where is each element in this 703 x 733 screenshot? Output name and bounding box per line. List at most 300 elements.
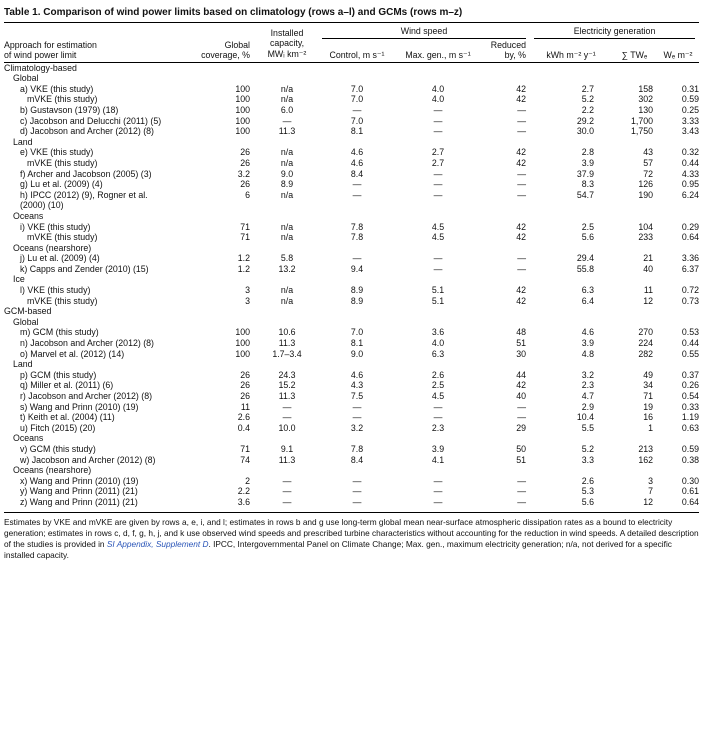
approach-cell: o) Marvel et al. (2012) (14) xyxy=(20,348,125,359)
we-cell: 0.29 xyxy=(681,221,700,232)
wind-power-table xyxy=(4,23,699,508)
installed-cell: 24.3 xyxy=(278,369,296,380)
group-row xyxy=(4,211,699,222)
kwh-cell: 5.6 xyxy=(581,496,594,507)
tw-cell: 49 xyxy=(643,369,653,380)
table-container xyxy=(4,6,699,561)
kwh-cell: 5.6 xyxy=(581,232,594,243)
table-row xyxy=(4,349,699,360)
table-row xyxy=(4,497,699,508)
control-cell: 7.8 xyxy=(350,221,364,232)
reduced-cell: — xyxy=(517,496,526,507)
control-cell: — xyxy=(352,475,362,486)
we-cell: 0.55 xyxy=(681,348,700,359)
control-cell: 8.4 xyxy=(350,168,364,179)
reduced-cell: 42 xyxy=(516,221,526,232)
maxgen-cell: — xyxy=(433,168,443,179)
tw-cell: 130 xyxy=(638,104,653,115)
approach-cell: u) Fitch (2015) (20) xyxy=(20,422,96,433)
tw-cell: 16 xyxy=(643,412,653,423)
reduced-cell: — xyxy=(517,115,526,126)
tw-cell: 162 xyxy=(638,454,653,465)
kwh-cell: 3.9 xyxy=(581,157,594,168)
table-row xyxy=(4,412,699,423)
group-label: Global xyxy=(13,316,39,327)
reduced-cell: 48 xyxy=(516,327,526,338)
kwh-cell: 55.8 xyxy=(576,263,594,274)
table-row xyxy=(4,296,699,307)
maxgen-cell: 5.1 xyxy=(431,285,445,296)
control-cell: 3.2 xyxy=(350,422,364,433)
coverage-cell: 0.4 xyxy=(237,422,250,433)
approach-cell: mVKE (this study) xyxy=(27,295,98,306)
coverage-header-1: Global xyxy=(224,39,250,50)
coverage-cell: 26 xyxy=(240,380,250,391)
tw-cell: 12 xyxy=(643,496,653,507)
maxgen-cell: 2.3 xyxy=(431,422,445,433)
reduced-cell: 42 xyxy=(516,147,526,158)
coverage-cell: 100 xyxy=(235,327,250,338)
kwh-cell: 3.2 xyxy=(581,369,594,380)
table-row xyxy=(4,126,699,137)
coverage-cell: 3 xyxy=(245,285,250,296)
kwh-cell: 2.5 xyxy=(581,221,594,232)
maxgen-cell: 3.6 xyxy=(431,327,445,338)
table-row xyxy=(4,380,699,391)
reduced-cell: — xyxy=(517,475,526,486)
table-row xyxy=(4,232,699,243)
we-cell: 0.33 xyxy=(681,401,700,412)
kwh-cell: 6.4 xyxy=(581,295,594,306)
kwh-cell: 5.5 xyxy=(581,422,594,433)
approach-cell: t) Keith et al. (2004) (11) xyxy=(20,412,115,423)
reduced-cell: 42 xyxy=(516,285,526,296)
approach-cell: k) Capps and Zender (2010) (15) xyxy=(20,263,149,274)
kwh-cell: 37.9 xyxy=(576,168,594,179)
control-cell: 4.6 xyxy=(350,157,364,168)
kwh-cell: 8.3 xyxy=(581,179,594,190)
reduced-cell: — xyxy=(517,168,526,179)
approach-cell: s) Wang and Prinn (2010) (19) xyxy=(20,401,139,412)
maxgen-cell: — xyxy=(433,253,443,264)
tw-cell: 104 xyxy=(638,221,653,232)
table-row xyxy=(4,222,699,233)
coverage-cell: 100 xyxy=(235,338,250,349)
maxgen-cell: 4.5 xyxy=(431,221,445,232)
maxgen-cell: 4.5 xyxy=(431,232,445,243)
group-label: Oceans xyxy=(13,433,44,444)
group-row xyxy=(4,433,699,444)
maxgen-cell: 6.3 xyxy=(431,348,445,359)
tw-cell: 1,750 xyxy=(630,126,653,137)
tw-cell: 224 xyxy=(638,338,653,349)
approach-header-2: of wind power limit xyxy=(4,49,77,60)
maxgen-cell: 2.7 xyxy=(431,157,445,168)
control-cell: 8.1 xyxy=(350,126,364,137)
maxgen-cell: — xyxy=(433,496,443,507)
approach-cell: d) Jacobson and Archer (2012) (8) xyxy=(20,126,154,137)
group-row xyxy=(4,73,699,84)
approach-cell: e) VKE (this study) xyxy=(20,147,94,158)
installed-cell: n/a xyxy=(280,295,294,306)
installed-cell: 5.8 xyxy=(280,253,294,264)
we-cell: 0.72 xyxy=(681,285,700,296)
approach-cell: g) Lu et al. (2009) (4) xyxy=(20,179,103,190)
table-row xyxy=(4,84,699,95)
coverage-cell: 1.2 xyxy=(237,263,250,274)
maxgen-cell: 4.5 xyxy=(431,391,445,401)
kwh-cell: 2.9 xyxy=(581,401,594,412)
we-cell: 0.61 xyxy=(681,486,700,497)
control-cell: — xyxy=(352,401,362,412)
tw-cell: 282 xyxy=(638,348,653,359)
we-cell: 0.73 xyxy=(681,295,700,306)
coverage-cell: 100 xyxy=(235,104,250,115)
maxgen-cell: 2.5 xyxy=(431,380,445,391)
coverage-cell: 2 xyxy=(245,475,250,486)
group-row xyxy=(4,465,699,476)
reduced-cell: — xyxy=(517,104,526,115)
group-label: Global xyxy=(13,73,39,84)
maxgen-cell: 2.7 xyxy=(431,147,445,158)
kwh-cell: 2.8 xyxy=(581,147,594,158)
table-row xyxy=(4,190,699,211)
kwh-cell: 5.3 xyxy=(581,486,594,497)
table-row xyxy=(4,253,699,264)
tw-cell: 1,700 xyxy=(630,115,653,126)
kwh-cell: 3.3 xyxy=(581,454,594,465)
table-row xyxy=(4,147,699,158)
table-row xyxy=(4,338,699,349)
reduced-cell: 44 xyxy=(516,369,526,380)
installed-cell: n/a xyxy=(280,157,294,168)
group-row xyxy=(4,317,699,328)
installed-cell: 11.3 xyxy=(278,338,296,349)
installed-cell: 15.2 xyxy=(278,380,296,391)
maxgen-header: Max. gen., m s⁻¹ xyxy=(405,49,471,60)
group-row xyxy=(4,243,699,254)
tw-cell: 3 xyxy=(648,475,653,486)
maxgen-cell: 3.9 xyxy=(431,443,445,454)
approach-cell: m) GCM (this study) xyxy=(20,327,99,338)
kwh-cell: 10.4 xyxy=(576,412,594,423)
header-group-row xyxy=(4,23,699,40)
installed-cell: — xyxy=(282,412,292,423)
table-row xyxy=(4,476,699,487)
we-cell: 0.59 xyxy=(681,443,700,454)
installed-cell: — xyxy=(282,475,292,486)
table-row xyxy=(4,285,699,296)
maxgen-cell: — xyxy=(433,401,443,412)
reduced-cell: 51 xyxy=(516,454,526,465)
approach-cell: a) VKE (this study) xyxy=(20,83,94,94)
reduced-cell: 42 xyxy=(516,157,526,168)
control-cell: 9.4 xyxy=(350,263,364,274)
approach-cell: w) Jacobson and Archer (2012) (8) xyxy=(20,454,156,465)
coverage-cell: 26 xyxy=(240,147,250,158)
installed-cell: 8.9 xyxy=(280,179,294,190)
reduced-cell: — xyxy=(517,189,526,200)
reduced-cell: 50 xyxy=(516,443,526,454)
installed-cell: — xyxy=(282,115,292,126)
footnote-text-after: . IPCC, Intergovernmental Panel on Climate Change; Max. gen., maximum electricity generation; n/a, not derived for a specific installed capacity. xyxy=(4,538,672,560)
reduced-cell: — xyxy=(517,126,526,137)
kwh-cell: 5.2 xyxy=(581,94,594,105)
control-cell: — xyxy=(352,496,362,507)
table-row xyxy=(4,455,699,466)
we-cell: 0.25 xyxy=(681,104,700,115)
maxgen-cell: 4.0 xyxy=(431,94,445,105)
control-cell: — xyxy=(352,104,362,115)
tw-cell: 302 xyxy=(638,94,653,105)
installed-cell: n/a xyxy=(280,221,294,232)
maxgen-cell: 4.0 xyxy=(431,338,445,349)
coverage-cell: 3 xyxy=(245,295,250,306)
tw-cell: 21 xyxy=(643,253,653,264)
reduced-cell: — xyxy=(517,486,526,497)
we-cell: 0.64 xyxy=(681,496,700,507)
approach-cell: r) Jacobson and Archer (2012) (8) xyxy=(20,391,153,401)
control-cell: 8.9 xyxy=(350,285,364,296)
coverage-cell: 3.6 xyxy=(237,496,250,507)
section-row xyxy=(4,306,699,317)
kwh-cell: 4.8 xyxy=(581,348,594,359)
coverage-cell: 26 xyxy=(240,157,250,168)
maxgen-cell: — xyxy=(433,115,443,126)
kwh-cell: 5.2 xyxy=(581,443,594,454)
installed-cell: n/a xyxy=(280,94,294,105)
installed-cell: n/a xyxy=(280,285,294,296)
control-cell: 7.0 xyxy=(350,115,364,126)
approach-cell: x) Wang and Prinn (2010) (19) xyxy=(20,475,139,486)
table-row xyxy=(4,402,699,413)
control-cell: 4.3 xyxy=(350,380,364,391)
coverage-cell: 6 xyxy=(245,189,250,200)
kwh-cell: 30.0 xyxy=(576,126,594,137)
header-row xyxy=(4,40,699,63)
coverage-cell: 2.2 xyxy=(237,486,250,497)
reduced-cell: — xyxy=(517,401,526,412)
we-cell: 0.44 xyxy=(681,157,700,168)
approach-header-1: Approach for estimation xyxy=(4,39,97,50)
control-cell: — xyxy=(352,189,362,200)
kwh-cell: 2.6 xyxy=(581,475,594,486)
maxgen-cell: — xyxy=(433,412,443,423)
installed-cell: 9.1 xyxy=(280,443,294,454)
tw-cell: 270 xyxy=(638,327,653,338)
we-cell: 0.30 xyxy=(681,475,700,486)
maxgen-cell: — xyxy=(433,179,443,190)
installed-header-2: capacity, xyxy=(269,38,305,49)
reduced-cell: — xyxy=(517,412,526,423)
kwh-cell: 29.4 xyxy=(576,253,594,264)
installed-cell: 11.3 xyxy=(278,126,296,137)
we-cell: 0.38 xyxy=(681,454,700,465)
group-row xyxy=(4,274,699,285)
we-cell: 0.95 xyxy=(681,179,700,190)
reduced-cell: 29 xyxy=(516,422,526,433)
reduced-cell: 30 xyxy=(516,348,526,359)
control-cell: 7.0 xyxy=(350,83,364,94)
control-cell: 7.8 xyxy=(350,443,364,454)
installed-cell: — xyxy=(282,401,292,412)
installed-cell: — xyxy=(282,496,292,507)
maxgen-cell: 2.6 xyxy=(431,369,445,380)
wind-speed-group-header: Wind speed xyxy=(322,26,526,39)
table-label: Table 1. xyxy=(4,7,41,18)
installed-cell: 1.7–3.4 xyxy=(272,348,302,359)
table-row xyxy=(4,486,699,497)
tw-cell: 7 xyxy=(648,486,653,497)
approach-cell: j) Lu et al. (2009) (4) xyxy=(20,253,100,264)
approach-cell: y) Wang and Prinn (2011) (21) xyxy=(20,486,138,497)
we-cell: 3.33 xyxy=(681,115,700,126)
we-cell: 6.24 xyxy=(681,189,700,200)
maxgen-cell: — xyxy=(433,104,443,115)
table-footnote xyxy=(4,512,699,561)
table-row xyxy=(4,264,699,275)
tw-cell: 213 xyxy=(638,443,653,454)
group-label: Oceans xyxy=(13,210,44,221)
maxgen-cell: — xyxy=(433,263,443,274)
control-cell: 4.6 xyxy=(350,369,364,380)
table-row xyxy=(4,179,699,190)
coverage-cell: 26 xyxy=(240,179,250,190)
group-row xyxy=(4,359,699,370)
maxgen-cell: — xyxy=(433,486,443,497)
control-cell: 9.0 xyxy=(350,348,364,359)
group-label: Ice xyxy=(13,274,25,285)
maxgen-cell: — xyxy=(433,189,443,200)
kwh-cell: 29.2 xyxy=(576,115,594,126)
reduced-header-1: Reduced xyxy=(490,39,526,50)
control-cell: — xyxy=(352,486,362,497)
we-cell: 6.37 xyxy=(681,263,700,274)
we-cell: 0.31 xyxy=(681,83,700,94)
control-cell: 8.4 xyxy=(350,454,364,465)
coverage-cell: 2.6 xyxy=(237,412,250,423)
installed-cell: 11.3 xyxy=(278,391,296,401)
installed-cell: 11.3 xyxy=(278,454,296,465)
table-row xyxy=(4,327,699,338)
installed-header-1: Installed xyxy=(270,27,304,38)
control-cell: 4.6 xyxy=(350,147,364,158)
control-cell: 8.1 xyxy=(350,338,364,349)
table-row xyxy=(4,116,699,127)
kwh-cell: 2.2 xyxy=(581,104,594,115)
coverage-cell: 74 xyxy=(240,454,250,465)
table-row xyxy=(4,94,699,105)
group-label: Oceans (nearshore) xyxy=(13,242,92,253)
coverage-cell: 11 xyxy=(240,401,250,412)
reduced-cell: 42 xyxy=(516,83,526,94)
electricity-group-header: Electricity generation xyxy=(534,26,695,39)
reduced-cell: 42 xyxy=(516,232,526,243)
approach-cell: l) VKE (this study) xyxy=(20,285,91,296)
tw-cell: 57 xyxy=(643,157,653,168)
table-row xyxy=(4,444,699,455)
kwh-cell: 6.3 xyxy=(581,285,594,296)
table-caption: Comparison of wind power limits based on climatology (rows a–l) and GCMs (rows m–z) xyxy=(43,7,463,18)
we-cell: 3.43 xyxy=(681,126,700,137)
control-cell: 7.0 xyxy=(350,327,364,338)
approach-cell: mVKE (this study) xyxy=(27,232,98,243)
tw-cell: 190 xyxy=(638,189,653,200)
we-cell: 4.33 xyxy=(681,168,700,179)
table-row xyxy=(4,391,699,402)
coverage-cell: 26 xyxy=(240,369,250,380)
kwh-header: kWh m⁻² y⁻¹ xyxy=(546,49,596,60)
coverage-cell: 26 xyxy=(240,391,250,401)
coverage-cell: 1.2 xyxy=(237,253,250,264)
coverage-cell: 100 xyxy=(235,94,250,105)
approach-cell: v) GCM (this study) xyxy=(20,443,96,454)
section-label: Climatology-based xyxy=(4,62,77,73)
maxgen-cell: — xyxy=(433,126,443,137)
coverage-header-2: coverage, % xyxy=(201,49,250,60)
reduced-cell: — xyxy=(517,253,526,264)
control-cell: — xyxy=(352,253,362,264)
table-row xyxy=(4,169,699,180)
si-appendix-link[interactable]: SI Appendix, Supplement D xyxy=(106,538,209,549)
we-cell: 0.59 xyxy=(681,94,700,105)
we-cell: 3.36 xyxy=(681,253,700,264)
kwh-cell: 54.7 xyxy=(576,189,594,200)
tw-cell: 233 xyxy=(638,232,653,243)
approach-cell: i) VKE (this study) xyxy=(20,221,91,232)
kwh-cell: 4.7 xyxy=(581,391,594,401)
section-label: GCM-based xyxy=(4,306,52,317)
table-body xyxy=(4,62,699,507)
group-row xyxy=(4,137,699,148)
approach-cell: p) GCM (this study) xyxy=(20,369,97,380)
reduced-cell: 51 xyxy=(516,338,526,349)
maxgen-cell: 4.0 xyxy=(431,83,445,94)
we-cell: 0.32 xyxy=(681,147,700,158)
control-cell: 7.0 xyxy=(350,94,364,105)
approach-cell: b) Gustavson (1979) (18) xyxy=(20,104,119,115)
reduced-cell: — xyxy=(517,179,526,190)
tw-cell: 126 xyxy=(638,179,653,190)
approach-cell: f) Archer and Jacobson (2005) (3) xyxy=(20,168,152,179)
coverage-cell: 3.2 xyxy=(237,168,250,179)
coverage-cell: 100 xyxy=(235,126,250,137)
we-cell: 0.63 xyxy=(681,422,700,433)
table-row xyxy=(4,423,699,434)
we-cell: 0.53 xyxy=(681,327,700,338)
approach-cell: mVKE (this study) xyxy=(27,94,98,105)
maxgen-cell: — xyxy=(433,475,443,486)
coverage-cell: 71 xyxy=(240,232,250,243)
reduced-cell: 42 xyxy=(516,380,526,391)
tw-cell: 158 xyxy=(638,83,653,94)
table-title xyxy=(4,6,699,19)
reduced-header-2: by, % xyxy=(504,49,526,60)
table-row xyxy=(4,158,699,169)
coverage-cell: 100 xyxy=(235,115,250,126)
coverage-cell: 71 xyxy=(240,221,250,232)
tw-cell: 40 xyxy=(643,263,653,274)
we-cell: 1.19 xyxy=(681,412,700,423)
we-cell: 0.44 xyxy=(681,338,700,349)
kwh-cell: 2.7 xyxy=(581,83,594,94)
control-cell: 7.5 xyxy=(350,391,364,401)
installed-cell: n/a xyxy=(280,232,294,243)
coverage-cell: 71 xyxy=(240,443,250,454)
reduced-cell: 42 xyxy=(516,94,526,105)
tw-cell: 43 xyxy=(643,147,653,158)
we-cell: 0.37 xyxy=(681,369,700,380)
